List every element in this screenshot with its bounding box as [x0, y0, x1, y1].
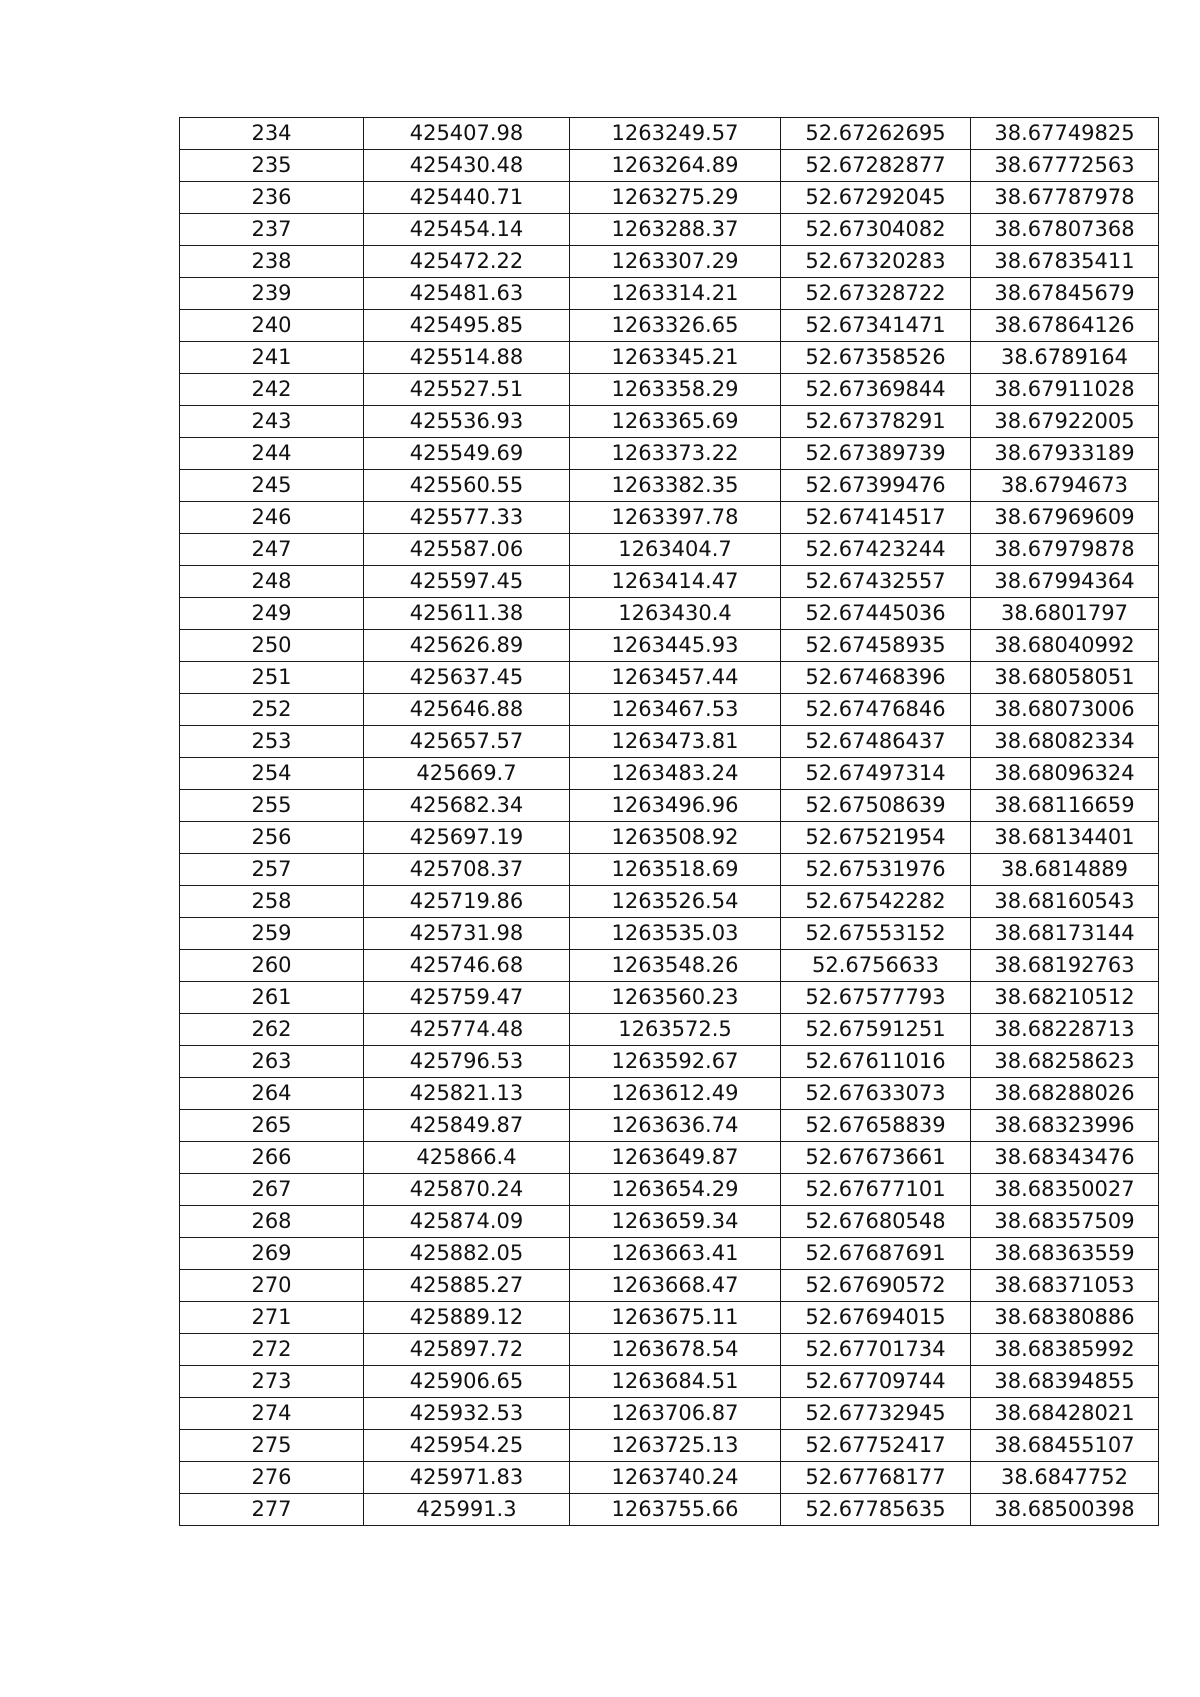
x-coordinate-cell: 425882.05 [364, 1238, 570, 1270]
point-number-cell: 266 [180, 1142, 364, 1174]
table-row [180, 854, 1159, 886]
point-number-cell: 257 [180, 854, 364, 886]
y-coordinate-cell: 1263684.51 [570, 1366, 781, 1398]
latitude-cell: 52.67577793 [781, 982, 971, 1014]
longitude-cell: 38.67835411 [971, 246, 1159, 278]
x-coordinate-cell: 425611.38 [364, 598, 570, 630]
coordinate-table [179, 117, 1159, 1526]
table-row [180, 1494, 1159, 1526]
point-number-cell: 251 [180, 662, 364, 694]
longitude-cell: 38.68363559 [971, 1238, 1159, 1270]
latitude-cell: 52.6756633 [781, 950, 971, 982]
y-coordinate-cell: 1263496.96 [570, 790, 781, 822]
x-coordinate-cell: 425626.89 [364, 630, 570, 662]
x-coordinate-cell: 425874.09 [364, 1206, 570, 1238]
point-number-cell: 271 [180, 1302, 364, 1334]
table-row [180, 1270, 1159, 1302]
latitude-cell: 52.67701734 [781, 1334, 971, 1366]
longitude-cell: 38.67994364 [971, 566, 1159, 598]
point-number-cell: 267 [180, 1174, 364, 1206]
latitude-cell: 52.67768177 [781, 1462, 971, 1494]
table-row [180, 310, 1159, 342]
latitude-cell: 52.67262695 [781, 118, 971, 150]
latitude-cell: 52.67320283 [781, 246, 971, 278]
x-coordinate-cell: 425682.34 [364, 790, 570, 822]
x-coordinate-cell: 425560.55 [364, 470, 570, 502]
table-row [180, 1398, 1159, 1430]
y-coordinate-cell: 1263404.7 [570, 534, 781, 566]
point-number-cell: 275 [180, 1430, 364, 1462]
coordinate-table-body [180, 118, 1159, 1526]
x-coordinate-cell: 425719.86 [364, 886, 570, 918]
x-coordinate-cell: 425657.57 [364, 726, 570, 758]
y-coordinate-cell: 1263508.92 [570, 822, 781, 854]
y-coordinate-cell: 1263314.21 [570, 278, 781, 310]
table-row [180, 886, 1159, 918]
longitude-cell: 38.68357509 [971, 1206, 1159, 1238]
longitude-cell: 38.6801797 [971, 598, 1159, 630]
latitude-cell: 52.67432557 [781, 566, 971, 598]
y-coordinate-cell: 1263535.03 [570, 918, 781, 950]
table-row [180, 566, 1159, 598]
table-row [180, 406, 1159, 438]
latitude-cell: 52.67476846 [781, 694, 971, 726]
table-row [180, 758, 1159, 790]
latitude-cell: 52.67468396 [781, 662, 971, 694]
latitude-cell: 52.67531976 [781, 854, 971, 886]
point-number-cell: 254 [180, 758, 364, 790]
table-row [180, 374, 1159, 406]
table-row [180, 630, 1159, 662]
table-row [180, 182, 1159, 214]
point-number-cell: 262 [180, 1014, 364, 1046]
longitude-cell: 38.68343476 [971, 1142, 1159, 1174]
table-row [180, 822, 1159, 854]
table-row [180, 1334, 1159, 1366]
latitude-cell: 52.67508639 [781, 790, 971, 822]
longitude-cell: 38.68394855 [971, 1366, 1159, 1398]
x-coordinate-cell: 425495.85 [364, 310, 570, 342]
point-number-cell: 239 [180, 278, 364, 310]
y-coordinate-cell: 1263548.26 [570, 950, 781, 982]
point-number-cell: 234 [180, 118, 364, 150]
longitude-cell: 38.67922005 [971, 406, 1159, 438]
longitude-cell: 38.67749825 [971, 118, 1159, 150]
y-coordinate-cell: 1263467.53 [570, 694, 781, 726]
y-coordinate-cell: 1263725.13 [570, 1430, 781, 1462]
table-row [180, 918, 1159, 950]
x-coordinate-cell: 425889.12 [364, 1302, 570, 1334]
x-coordinate-cell: 425481.63 [364, 278, 570, 310]
latitude-cell: 52.67423244 [781, 534, 971, 566]
x-coordinate-cell: 425897.72 [364, 1334, 570, 1366]
point-number-cell: 248 [180, 566, 364, 598]
y-coordinate-cell: 1263457.44 [570, 662, 781, 694]
table-row [180, 1078, 1159, 1110]
x-coordinate-cell: 425731.98 [364, 918, 570, 950]
longitude-cell: 38.68371053 [971, 1270, 1159, 1302]
latitude-cell: 52.67752417 [781, 1430, 971, 1462]
latitude-cell: 52.67358526 [781, 342, 971, 374]
x-coordinate-cell: 425906.65 [364, 1366, 570, 1398]
table-row [180, 694, 1159, 726]
latitude-cell: 52.67389739 [781, 438, 971, 470]
x-coordinate-cell: 425821.13 [364, 1078, 570, 1110]
x-coordinate-cell: 425577.33 [364, 502, 570, 534]
x-coordinate-cell: 425407.98 [364, 118, 570, 150]
table-row [180, 598, 1159, 630]
point-number-cell: 253 [180, 726, 364, 758]
point-number-cell: 258 [180, 886, 364, 918]
x-coordinate-cell: 425866.4 [364, 1142, 570, 1174]
longitude-cell: 38.6814889 [971, 854, 1159, 886]
table-row [180, 150, 1159, 182]
table-row [180, 1366, 1159, 1398]
longitude-cell: 38.67772563 [971, 150, 1159, 182]
y-coordinate-cell: 1263518.69 [570, 854, 781, 886]
table-row [180, 662, 1159, 694]
longitude-cell: 38.67969609 [971, 502, 1159, 534]
point-number-cell: 238 [180, 246, 364, 278]
table-row [180, 278, 1159, 310]
longitude-cell: 38.68428021 [971, 1398, 1159, 1430]
point-number-cell: 265 [180, 1110, 364, 1142]
latitude-cell: 52.67611016 [781, 1046, 971, 1078]
table-row [180, 1174, 1159, 1206]
x-coordinate-cell: 425637.45 [364, 662, 570, 694]
table-row [180, 1430, 1159, 1462]
y-coordinate-cell: 1263526.54 [570, 886, 781, 918]
point-number-cell: 252 [180, 694, 364, 726]
point-number-cell: 236 [180, 182, 364, 214]
point-number-cell: 241 [180, 342, 364, 374]
y-coordinate-cell: 1263345.21 [570, 342, 781, 374]
y-coordinate-cell: 1263249.57 [570, 118, 781, 150]
latitude-cell: 52.67673661 [781, 1142, 971, 1174]
longitude-cell: 38.67979878 [971, 534, 1159, 566]
latitude-cell: 52.67486437 [781, 726, 971, 758]
y-coordinate-cell: 1263659.34 [570, 1206, 781, 1238]
y-coordinate-cell: 1263706.87 [570, 1398, 781, 1430]
longitude-cell: 38.67864126 [971, 310, 1159, 342]
x-coordinate-cell: 425514.88 [364, 342, 570, 374]
latitude-cell: 52.67399476 [781, 470, 971, 502]
table-row [180, 726, 1159, 758]
y-coordinate-cell: 1263358.29 [570, 374, 781, 406]
point-number-cell: 276 [180, 1462, 364, 1494]
x-coordinate-cell: 425549.69 [364, 438, 570, 470]
x-coordinate-cell: 425536.93 [364, 406, 570, 438]
table-row [180, 1046, 1159, 1078]
longitude-cell: 38.68082334 [971, 726, 1159, 758]
latitude-cell: 52.67633073 [781, 1078, 971, 1110]
longitude-cell: 38.68173144 [971, 918, 1159, 950]
longitude-cell: 38.67933189 [971, 438, 1159, 470]
table-row [180, 342, 1159, 374]
longitude-cell: 38.68228713 [971, 1014, 1159, 1046]
latitude-cell: 52.67292045 [781, 182, 971, 214]
table-row [180, 214, 1159, 246]
table-row [180, 502, 1159, 534]
y-coordinate-cell: 1263572.5 [570, 1014, 781, 1046]
x-coordinate-cell: 425796.53 [364, 1046, 570, 1078]
point-number-cell: 277 [180, 1494, 364, 1526]
point-number-cell: 244 [180, 438, 364, 470]
point-number-cell: 249 [180, 598, 364, 630]
table-row [180, 950, 1159, 982]
latitude-cell: 52.67378291 [781, 406, 971, 438]
x-coordinate-cell: 425991.3 [364, 1494, 570, 1526]
longitude-cell: 38.67807368 [971, 214, 1159, 246]
x-coordinate-cell: 425697.19 [364, 822, 570, 854]
table-row [180, 1014, 1159, 1046]
point-number-cell: 246 [180, 502, 364, 534]
latitude-cell: 52.67542282 [781, 886, 971, 918]
x-coordinate-cell: 425440.71 [364, 182, 570, 214]
y-coordinate-cell: 1263382.35 [570, 470, 781, 502]
table-row [180, 1206, 1159, 1238]
x-coordinate-cell: 425759.47 [364, 982, 570, 1014]
longitude-cell: 38.68380886 [971, 1302, 1159, 1334]
latitude-cell: 52.67282877 [781, 150, 971, 182]
y-coordinate-cell: 1263288.37 [570, 214, 781, 246]
y-coordinate-cell: 1263654.29 [570, 1174, 781, 1206]
x-coordinate-cell: 425597.45 [364, 566, 570, 598]
longitude-cell: 38.68385992 [971, 1334, 1159, 1366]
latitude-cell: 52.67369844 [781, 374, 971, 406]
y-coordinate-cell: 1263373.22 [570, 438, 781, 470]
longitude-cell: 38.68323996 [971, 1110, 1159, 1142]
y-coordinate-cell: 1263326.65 [570, 310, 781, 342]
table-row [180, 246, 1159, 278]
latitude-cell: 52.67414517 [781, 502, 971, 534]
latitude-cell: 52.67694015 [781, 1302, 971, 1334]
y-coordinate-cell: 1263592.67 [570, 1046, 781, 1078]
longitude-cell: 38.6789164 [971, 342, 1159, 374]
y-coordinate-cell: 1263740.24 [570, 1462, 781, 1494]
table-row [180, 438, 1159, 470]
x-coordinate-cell: 425527.51 [364, 374, 570, 406]
latitude-cell: 52.67785635 [781, 1494, 971, 1526]
table-row [180, 1462, 1159, 1494]
point-number-cell: 255 [180, 790, 364, 822]
latitude-cell: 52.67341471 [781, 310, 971, 342]
table-row [180, 118, 1159, 150]
point-number-cell: 259 [180, 918, 364, 950]
x-coordinate-cell: 425430.48 [364, 150, 570, 182]
point-number-cell: 247 [180, 534, 364, 566]
point-number-cell: 237 [180, 214, 364, 246]
x-coordinate-cell: 425472.22 [364, 246, 570, 278]
y-coordinate-cell: 1263430.4 [570, 598, 781, 630]
x-coordinate-cell: 425932.53 [364, 1398, 570, 1430]
y-coordinate-cell: 1263755.66 [570, 1494, 781, 1526]
longitude-cell: 38.68116659 [971, 790, 1159, 822]
x-coordinate-cell: 425954.25 [364, 1430, 570, 1462]
longitude-cell: 38.68096324 [971, 758, 1159, 790]
x-coordinate-cell: 425746.68 [364, 950, 570, 982]
y-coordinate-cell: 1263612.49 [570, 1078, 781, 1110]
latitude-cell: 52.67658839 [781, 1110, 971, 1142]
y-coordinate-cell: 1263483.24 [570, 758, 781, 790]
latitude-cell: 52.67680548 [781, 1206, 971, 1238]
longitude-cell: 38.68192763 [971, 950, 1159, 982]
y-coordinate-cell: 1263668.47 [570, 1270, 781, 1302]
longitude-cell: 38.68210512 [971, 982, 1159, 1014]
x-coordinate-cell: 425587.06 [364, 534, 570, 566]
latitude-cell: 52.67304082 [781, 214, 971, 246]
point-number-cell: 235 [180, 150, 364, 182]
longitude-cell: 38.68350027 [971, 1174, 1159, 1206]
table-row [180, 470, 1159, 502]
point-number-cell: 260 [180, 950, 364, 982]
table-row [180, 534, 1159, 566]
x-coordinate-cell: 425646.88 [364, 694, 570, 726]
x-coordinate-cell: 425849.87 [364, 1110, 570, 1142]
y-coordinate-cell: 1263445.93 [570, 630, 781, 662]
latitude-cell: 52.67521954 [781, 822, 971, 854]
latitude-cell: 52.67591251 [781, 1014, 971, 1046]
longitude-cell: 38.68258623 [971, 1046, 1159, 1078]
x-coordinate-cell: 425669.7 [364, 758, 570, 790]
longitude-cell: 38.68288026 [971, 1078, 1159, 1110]
latitude-cell: 52.67687691 [781, 1238, 971, 1270]
table-row [180, 790, 1159, 822]
latitude-cell: 52.67709744 [781, 1366, 971, 1398]
longitude-cell: 38.68455107 [971, 1430, 1159, 1462]
point-number-cell: 256 [180, 822, 364, 854]
point-number-cell: 270 [180, 1270, 364, 1302]
longitude-cell: 38.6794673 [971, 470, 1159, 502]
y-coordinate-cell: 1263636.74 [570, 1110, 781, 1142]
x-coordinate-cell: 425870.24 [364, 1174, 570, 1206]
latitude-cell: 52.67553152 [781, 918, 971, 950]
y-coordinate-cell: 1263307.29 [570, 246, 781, 278]
table-row [180, 1142, 1159, 1174]
point-number-cell: 263 [180, 1046, 364, 1078]
point-number-cell: 273 [180, 1366, 364, 1398]
y-coordinate-cell: 1263678.54 [570, 1334, 781, 1366]
longitude-cell: 38.68040992 [971, 630, 1159, 662]
x-coordinate-cell: 425454.14 [364, 214, 570, 246]
x-coordinate-cell: 425885.27 [364, 1270, 570, 1302]
y-coordinate-cell: 1263275.29 [570, 182, 781, 214]
longitude-cell: 38.68160543 [971, 886, 1159, 918]
point-number-cell: 269 [180, 1238, 364, 1270]
y-coordinate-cell: 1263414.47 [570, 566, 781, 598]
y-coordinate-cell: 1263264.89 [570, 150, 781, 182]
latitude-cell: 52.67328722 [781, 278, 971, 310]
longitude-cell: 38.6847752 [971, 1462, 1159, 1494]
point-number-cell: 268 [180, 1206, 364, 1238]
latitude-cell: 52.67497314 [781, 758, 971, 790]
table-row [180, 1110, 1159, 1142]
table-row [180, 982, 1159, 1014]
y-coordinate-cell: 1263649.87 [570, 1142, 781, 1174]
point-number-cell: 272 [180, 1334, 364, 1366]
latitude-cell: 52.67677101 [781, 1174, 971, 1206]
point-number-cell: 245 [180, 470, 364, 502]
longitude-cell: 38.68500398 [971, 1494, 1159, 1526]
y-coordinate-cell: 1263365.69 [570, 406, 781, 438]
x-coordinate-cell: 425708.37 [364, 854, 570, 886]
longitude-cell: 38.68134401 [971, 822, 1159, 854]
point-number-cell: 243 [180, 406, 364, 438]
point-number-cell: 261 [180, 982, 364, 1014]
longitude-cell: 38.67845679 [971, 278, 1159, 310]
table-row [180, 1238, 1159, 1270]
table-row [180, 1302, 1159, 1334]
x-coordinate-cell: 425774.48 [364, 1014, 570, 1046]
point-number-cell: 242 [180, 374, 364, 406]
longitude-cell: 38.67787978 [971, 182, 1159, 214]
y-coordinate-cell: 1263675.11 [570, 1302, 781, 1334]
point-number-cell: 264 [180, 1078, 364, 1110]
point-number-cell: 250 [180, 630, 364, 662]
longitude-cell: 38.67911028 [971, 374, 1159, 406]
latitude-cell: 52.67458935 [781, 630, 971, 662]
point-number-cell: 240 [180, 310, 364, 342]
y-coordinate-cell: 1263560.23 [570, 982, 781, 1014]
latitude-cell: 52.67690572 [781, 1270, 971, 1302]
y-coordinate-cell: 1263397.78 [570, 502, 781, 534]
y-coordinate-cell: 1263473.81 [570, 726, 781, 758]
latitude-cell: 52.67732945 [781, 1398, 971, 1430]
point-number-cell: 274 [180, 1398, 364, 1430]
x-coordinate-cell: 425971.83 [364, 1462, 570, 1494]
longitude-cell: 38.68073006 [971, 694, 1159, 726]
longitude-cell: 38.68058051 [971, 662, 1159, 694]
latitude-cell: 52.67445036 [781, 598, 971, 630]
y-coordinate-cell: 1263663.41 [570, 1238, 781, 1270]
